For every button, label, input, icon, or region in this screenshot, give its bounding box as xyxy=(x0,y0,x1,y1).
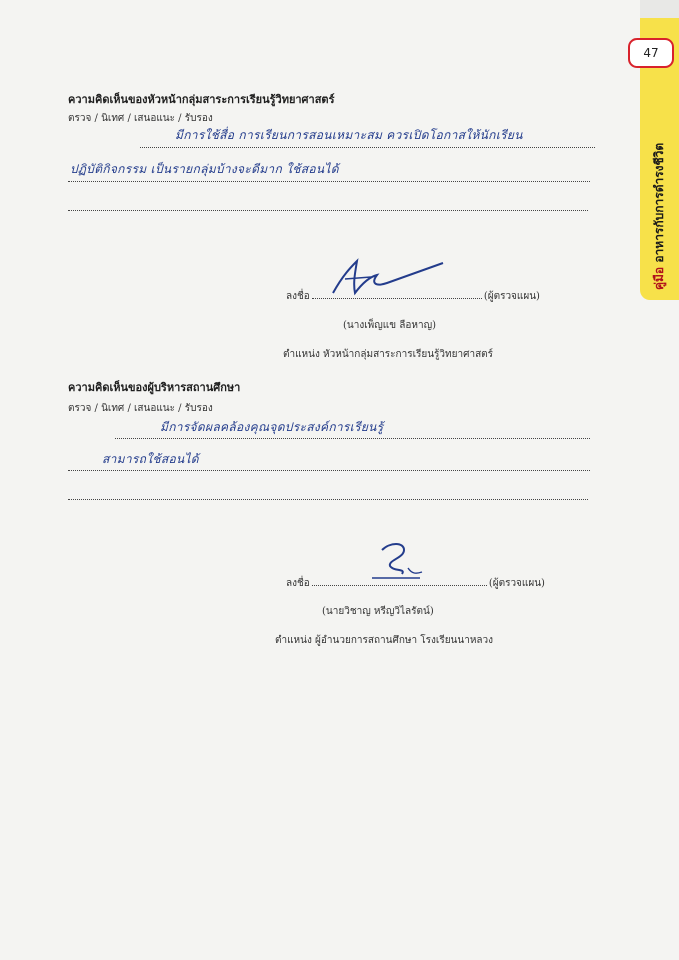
tab-label-highlight: คู่มือ xyxy=(652,266,666,290)
page-number-badge: 47 xyxy=(628,38,674,68)
section1-dotted-line2 xyxy=(68,181,590,182)
section2-handwritten-line2: สามารถใช้สอนได้ xyxy=(102,452,199,466)
chapter-tab-label xyxy=(650,143,669,290)
section2-signer-position: ตำแหน่ง ผู้อำนวยการสถานศึกษา โรงเรียนนาหลวง xyxy=(275,635,494,646)
section2-sign-row xyxy=(286,576,545,591)
section1-heading: ความคิดเห็นของหัวหน้ากลุ่มสาระการเรียนรู้วิทยาศาสตร์ xyxy=(68,93,335,106)
section2-handwritten-line1: มีการจัดผลคล้องคุณจุดประสงค์การเรียนรู้ xyxy=(160,420,384,434)
section1-sign-label: ลงชื่อ xyxy=(286,291,310,302)
section2-sign-role: (ผู้ตรวจแผน) xyxy=(488,578,545,589)
section1-signer-name: (นางเพ็ญแข ลือหาญ) xyxy=(343,320,436,331)
section2-signer-name: (นายวิชาญ หรีญวิไลรัตน์) xyxy=(322,606,434,617)
section1-handwritten-line2: ปฏิบัติกิจกรรม เป็นรายกลุ่มบ้างจะดีมาก ใช้สอนได้ xyxy=(70,162,339,176)
section1-dotted-line3 xyxy=(68,210,588,211)
section1-signer-position: ตำแหน่ง หัวหน้ากลุ่มสาระการเรียนรู้วิทยาศาสตร์ xyxy=(283,349,494,360)
section2-sign-dots xyxy=(312,585,487,586)
section1-sign-row xyxy=(286,289,540,304)
section1-subheading: ตรวจ / นิเทศ / เสนอแนะ / รับรอง xyxy=(68,113,213,124)
section2-sign-label: ลงชื่อ xyxy=(286,578,310,589)
section1-handwritten-line1: มีการใช้สื่อ การเรียนการสอนเหมาะสม ควรเปิดโอกาสให้นักเรียน xyxy=(175,128,523,142)
section2-dotted-line3 xyxy=(68,499,588,500)
section1-dotted-line1 xyxy=(140,147,595,148)
section2-heading: ความคิดเห็นของผู้บริหารสถานศึกษา xyxy=(68,381,241,394)
section1-sign-dots xyxy=(312,298,482,299)
section1-sign-role: (ผู้ตรวจแผน) xyxy=(483,291,540,302)
tab-label-rest: อาหารกับการดำรงชีวิต xyxy=(652,142,666,267)
section2-dotted-line2 xyxy=(68,470,590,471)
section2-subheading: ตรวจ / นิเทศ / เสนอแนะ / รับรอง xyxy=(68,403,213,414)
section2-dotted-line1 xyxy=(115,438,590,439)
tab-top-stripe xyxy=(640,0,679,18)
